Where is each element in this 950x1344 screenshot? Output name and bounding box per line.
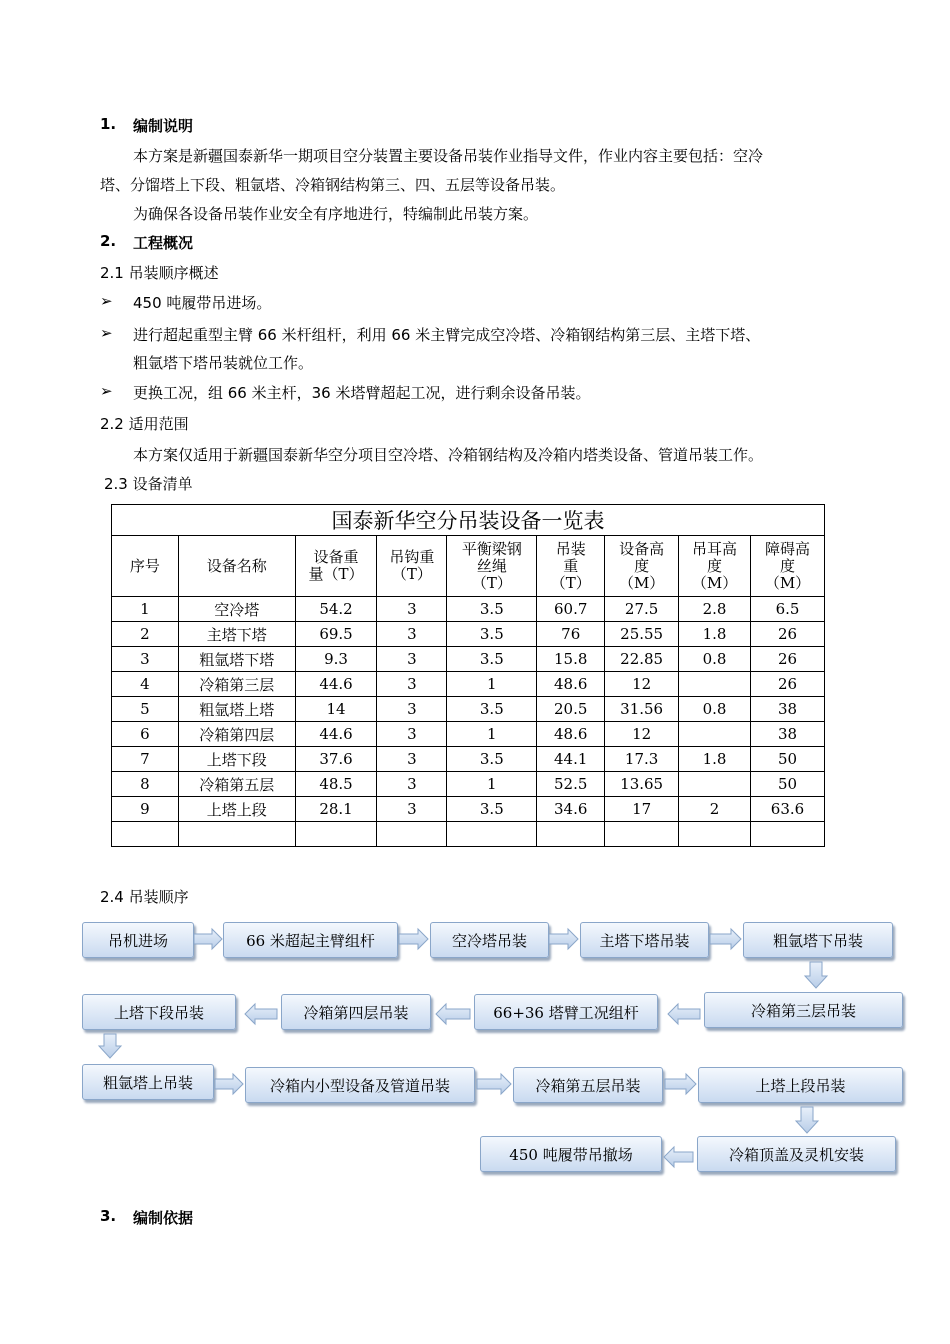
table-cell: 2	[679, 797, 751, 822]
table-header-line: 平衡梁钢	[461, 539, 522, 558]
table-header-line: 序号	[129, 556, 160, 575]
bullet-marker: ➢	[100, 324, 113, 342]
table-cell: 28.1	[295, 797, 377, 822]
table-cell: 1	[112, 597, 179, 622]
table-cell: 冷箱第三层	[178, 672, 295, 697]
table-cell: 3.5	[447, 797, 537, 822]
table-cell: 冷箱第四层	[178, 722, 295, 747]
table-cell: 26	[751, 672, 825, 697]
section-2-number: 2.	[100, 232, 117, 250]
table-cell: 1	[447, 672, 537, 697]
flow-step-2: 66 米超起主臂组杆	[223, 922, 398, 958]
table-header-line: 丝绳	[476, 556, 507, 575]
table-cell: 空冷塔	[178, 597, 295, 622]
table-cell: 1.8	[679, 622, 751, 647]
table-cell: 13.65	[605, 772, 679, 797]
table-cell: 冷箱第五层	[178, 772, 295, 797]
table-header-line: （T）	[391, 565, 432, 583]
table-cell: 12	[605, 722, 679, 747]
section-1-para2: 为确保各设备吊装作业安全有序地进行，特编制此吊装方案。	[133, 205, 539, 223]
table-header-line: 量（T）	[308, 565, 364, 583]
table-title: 国泰新华空分吊装设备一览表	[112, 505, 825, 536]
flow-step-7: 66+36 塔臂工况组杆	[474, 994, 658, 1030]
table-cell: 1.8	[679, 747, 751, 772]
table-cell: 3	[377, 747, 447, 772]
table-cell: 44.1	[537, 747, 605, 772]
arrow-right-icon	[549, 929, 578, 949]
table-header-line: 设备名称	[206, 556, 267, 575]
flow-step-14: 冷箱顶盖及灵机安装	[697, 1136, 896, 1172]
flow-step-1: 吊机进场	[82, 922, 194, 958]
table-header-line: 设备重	[313, 548, 359, 566]
subsection-2-2-title: 2.2 适用范围	[100, 415, 189, 433]
flow-step-11: 冷箱内小型设备及管道吊装	[245, 1067, 475, 1103]
table-cell: 0.8	[679, 697, 751, 722]
table-cell: 主塔下塔	[178, 622, 295, 647]
table-header-line: 设备高	[619, 539, 665, 558]
table-cell: 粗氩塔上塔	[178, 697, 295, 722]
subsection-2-1-title: 2.1 吊装顺序概述	[100, 264, 219, 282]
table-header-line: 度	[707, 556, 723, 575]
flow-step-13: 上塔上段吊装	[698, 1067, 903, 1103]
table-cell: 44.6	[295, 722, 377, 747]
table-cell: 7	[112, 747, 179, 772]
table-header-line: 吊耳高	[692, 539, 738, 558]
table-header-line: 重	[563, 556, 579, 575]
scope-text: 本方案仅适用于新疆国泰新华空分项目空冷塔、冷箱钢结构及冷箱内塔类设备、管道吊装工作。	[133, 446, 764, 464]
bullet-marker: ➢	[100, 292, 113, 310]
section-3-number: 3.	[100, 1207, 117, 1225]
table-cell: 2.8	[679, 597, 751, 622]
table-header-line: （M）	[691, 573, 738, 592]
arrow-down-icon	[99, 1034, 121, 1058]
arrow-right-icon	[194, 929, 222, 949]
arrow-down-icon	[805, 962, 827, 988]
table-cell: 60.7	[537, 597, 605, 622]
arrow-right-icon	[710, 929, 741, 949]
table-cell: 27.5	[605, 597, 679, 622]
bullet-2-text-line2: 粗氩塔下塔吊装就位工作。	[133, 354, 314, 372]
table-cell: 50	[751, 772, 825, 797]
table-header-line: 度	[780, 556, 796, 575]
table-cell: 3.5	[447, 697, 537, 722]
table-cell: 1	[447, 772, 537, 797]
table-cell: 5	[112, 697, 179, 722]
table-cell: 44.6	[295, 672, 377, 697]
table-cell: 52.5	[537, 772, 605, 797]
table-cell: 31.56	[605, 697, 679, 722]
table-header-line: 吊装	[555, 539, 586, 558]
table-cell: 3	[112, 647, 179, 672]
table-header-line: 障碍高	[765, 539, 811, 558]
table-cell: 3	[377, 647, 447, 672]
section-1-para1-line1: 本方案是新疆国泰新华一期项目空分装置主要设备吊装作业指导文件，作业内容主要包括：空冷	[133, 147, 764, 165]
table-header-line: 吊钩重	[389, 548, 435, 566]
table-cell: 48.6	[537, 672, 605, 697]
arrow-down-icon	[796, 1107, 818, 1133]
table-cell: 69.5	[295, 622, 377, 647]
table-cell: 6.5	[751, 597, 825, 622]
table-cell: 3.5	[447, 647, 537, 672]
table-cell: 3	[377, 672, 447, 697]
table-cell: 3	[377, 772, 447, 797]
flow-step-12: 冷箱第五层吊装	[513, 1067, 663, 1103]
arrow-left-icon	[664, 1147, 693, 1167]
table-cell: 20.5	[537, 697, 605, 722]
section-1-number: 1.	[100, 115, 117, 133]
table-cell: 上塔下段	[178, 747, 295, 772]
table-header-line: （M）	[764, 573, 811, 592]
bullet-1-text: 450 吨履带吊进场。	[133, 294, 272, 312]
table-cell: 54.2	[295, 597, 377, 622]
table-cell: 17	[605, 797, 679, 822]
table-cell: 1	[447, 722, 537, 747]
arrow-right-icon	[665, 1074, 696, 1094]
table-header-line: （T）	[550, 573, 591, 592]
table-cell: 14	[295, 697, 377, 722]
table-cell: 48.5	[295, 772, 377, 797]
table-header-line: 度	[634, 556, 650, 575]
arrow-right-icon	[477, 1074, 511, 1094]
bullet-marker: ➢	[100, 382, 113, 400]
table-cell: 3.5	[447, 622, 537, 647]
table-header-line: （M）	[618, 573, 665, 592]
table-cell: 3.5	[447, 597, 537, 622]
subsection-2-4-title: 2.4 吊装顺序	[100, 888, 189, 906]
table-cell: 26	[751, 647, 825, 672]
table-cell: 12	[605, 672, 679, 697]
flow-step-10: 粗氩塔上吊装	[82, 1064, 214, 1100]
table-header-line: （T）	[471, 573, 512, 592]
table-cell: 38	[751, 722, 825, 747]
arrow-right-icon	[215, 1074, 243, 1094]
table-cell: 26	[751, 622, 825, 647]
bullet-2-text-line1: 进行超起重型主臂 66 米杆组杆，利用 66 米主臂完成空冷塔、冷箱钢结构第三层、主塔下塔、	[133, 326, 761, 344]
table-cell: 3	[377, 797, 447, 822]
table-cell: 8	[112, 772, 179, 797]
flow-step-3: 空冷塔吊装	[430, 922, 549, 958]
arrow-left-icon	[245, 1004, 277, 1024]
table-cell: 76	[537, 622, 605, 647]
table-cell: 50	[751, 747, 825, 772]
table-cell: 2	[112, 622, 179, 647]
table-cell: 3	[377, 622, 447, 647]
section-1-para1-line2: 塔、分馏塔上下段、粗氩塔、冷箱钢结构第三、四、五层等设备吊装。	[100, 176, 566, 194]
table-cell: 34.6	[537, 797, 605, 822]
arrow-left-icon	[668, 1004, 700, 1024]
flow-step-5: 粗氩塔下吊装	[743, 922, 893, 958]
table-cell: 15.8	[537, 647, 605, 672]
table-cell: 9.3	[295, 647, 377, 672]
flow-step-15: 450 吨履带吊撤场	[480, 1136, 662, 1172]
section-3-title: 编制依据	[133, 1209, 194, 1227]
section-1-title: 编制说明	[133, 117, 194, 135]
table-cell: 22.85	[605, 647, 679, 672]
table-cell: 粗氩塔下塔	[178, 647, 295, 672]
table-cell: 25.55	[605, 622, 679, 647]
subsection-2-3-title: 2.3 设备清单	[104, 475, 193, 493]
section-2-title: 工程概况	[133, 234, 194, 252]
table-cell: 9	[112, 797, 179, 822]
table-cell: 48.6	[537, 722, 605, 747]
table-cell: 3	[377, 597, 447, 622]
flow-step-8: 冷箱第四层吊装	[281, 994, 431, 1030]
table-cell: 3.5	[447, 747, 537, 772]
table-cell: 63.6	[751, 797, 825, 822]
table-cell: 3	[377, 697, 447, 722]
table-cell: 37.6	[295, 747, 377, 772]
arrow-right-icon	[399, 929, 428, 949]
table-cell: 4	[112, 672, 179, 697]
table-cell: 17.3	[605, 747, 679, 772]
table-cell: 上塔上段	[178, 797, 295, 822]
table-cell: 3	[377, 722, 447, 747]
table-cell: 38	[751, 697, 825, 722]
flow-step-4: 主塔下塔吊装	[580, 922, 709, 958]
flow-step-9: 上塔下段吊装	[82, 994, 236, 1030]
table-cell: 6	[112, 722, 179, 747]
flow-step-6: 冷箱第三层吊装	[704, 992, 903, 1028]
bullet-3-text: 更换工况，组 66 米主杆，36 米塔臂超起工况，进行剩余设备吊装。	[133, 384, 591, 402]
table-cell: 0.8	[679, 647, 751, 672]
arrow-left-icon	[436, 1004, 470, 1024]
